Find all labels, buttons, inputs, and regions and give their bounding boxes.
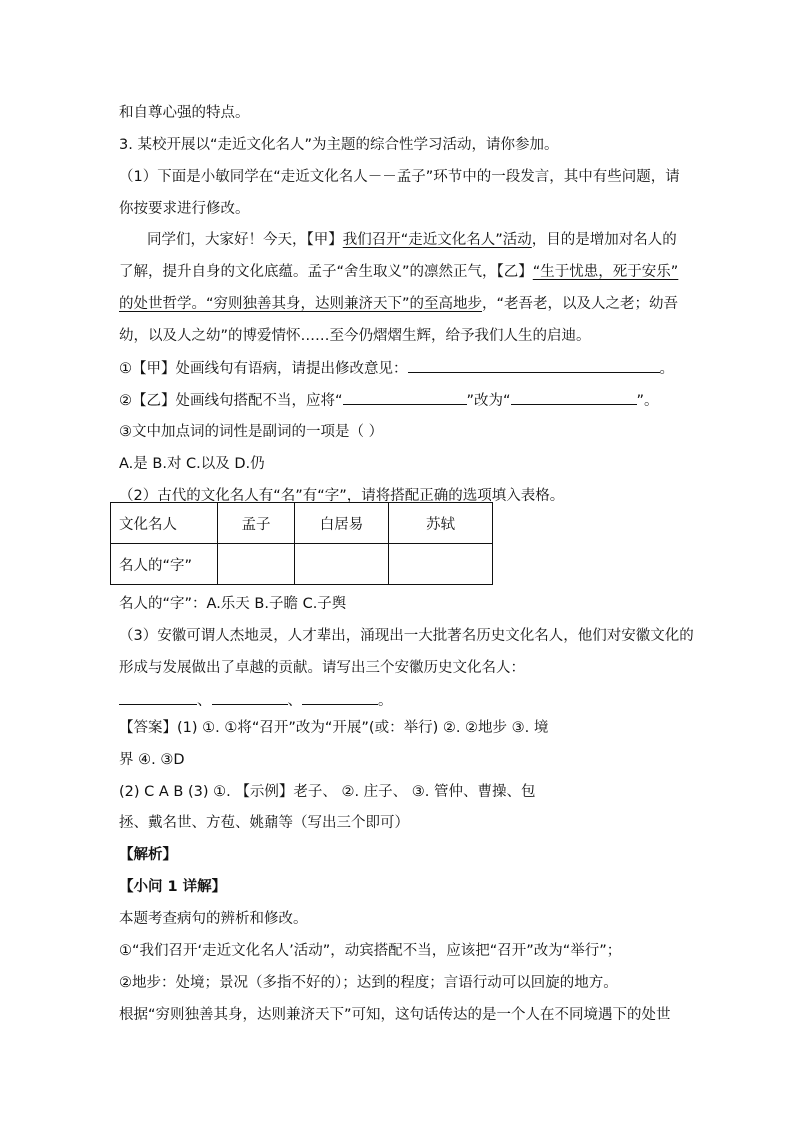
table-header-cell: 白居易 <box>295 503 389 544</box>
answer-blank[interactable] <box>302 690 378 705</box>
answer-line-2: 界 ④. ③D <box>119 752 185 768</box>
question-3: （3）安徽可谓人杰地灵，人才辈出，涌现出一大批著名历史文化名人，他们对安徽文化的 <box>119 628 694 644</box>
name-table <box>110 502 493 585</box>
underlined-sentence-yi-cont: 的处世哲学。“穷则独善其身，达则兼济天下”的至高地步 <box>119 296 483 312</box>
answer-line-4: 拯、戴名世、方苞、姚鼐等（写出三个即可） <box>119 815 409 831</box>
question-2: （2）古代的文化名人有“名”有“字”，请将搭配正确的选项填入表格。 <box>119 488 565 504</box>
table-header-cell: 文化名人 <box>111 503 218 544</box>
answer-line-3: (2) C A B (3) ①. 【示例】老子、 ②. 庄子、 ③. 管仲、曹操、包 <box>119 784 536 800</box>
punctuation: ”。 <box>636 393 659 409</box>
text-line: 和自尊心强的特点。 <box>119 105 250 121</box>
subquestion-1-intro: （1）下面是小敏同学在“走近文化名人－－孟子”环节中的一段发言，其中有些问题，请 <box>119 169 680 185</box>
punctuation: 、 <box>197 693 212 709</box>
speech-text: ，目的是增加对名人的 <box>531 232 677 248</box>
table-row <box>111 544 493 585</box>
speech-line-4: 幼，以及人之幼”的博爱情怀……至今仍熠熠生辉，给予我们人生的启迪。 <box>119 328 591 344</box>
question-1-3-options: A.是 B.对 C.以及 D.仍 <box>119 456 265 472</box>
question-2-options: 名人的“字”：A.乐天 B.子瞻 C.子舆 <box>119 596 347 612</box>
question-text: ①【甲】处画线句有语病，请提出修改意见： <box>119 361 408 377</box>
analysis-text: ①“我们召开‘走近文化名人’活动”，动宾搭配不当，应该把“召开”改为“举行”； <box>119 943 622 959</box>
analysis-heading: 【解析】 <box>119 847 177 863</box>
answer-cell[interactable] <box>218 544 295 585</box>
question-3-blanks <box>119 690 393 711</box>
punctuation: 、 <box>287 693 302 709</box>
analysis-text: 本题考查病句的辨析和修改。 <box>119 911 308 927</box>
punctuation: 。 <box>659 361 674 377</box>
question-3-title: 3. 某校开展以“走近文化名人”为主题的综合性学习活动，请你参加。 <box>119 137 559 153</box>
question-3-cont: 形成与发展做出了卓越的贡献。请写出三个安徽历史文化名人： <box>119 660 525 676</box>
subquestion-heading: 【小问 1 详解】 <box>119 879 227 895</box>
speech-text: 了解，提升自身的文化底蕴。孟子“舍生取义”的凛然正气，【乙】 <box>119 264 533 280</box>
underlined-sentence-yi: “生于忧患，死于安乐” <box>532 264 679 280</box>
speech-line-1 <box>147 230 677 250</box>
analysis-text: ②地步：处境；景况（多指不好的）；达到的程度；言语行动可以回旋的地方。 <box>119 975 618 991</box>
punctuation: 。 <box>378 693 393 709</box>
speech-line-3 <box>119 294 678 314</box>
question-1-3: ③文中加点词的词性是副词的一项是（ ） <box>119 424 384 440</box>
table-row-label: 名人的“字” <box>111 544 218 585</box>
table-row <box>111 503 493 544</box>
question-text: ②【乙】处画线句搭配不当，应将“ <box>119 393 343 409</box>
answer-blank[interactable] <box>343 390 467 405</box>
answer-blank[interactable] <box>511 390 637 405</box>
question-1-1 <box>119 358 674 379</box>
subquestion-1-intro-cont: 你按要求进行修改。 <box>119 201 250 217</box>
underlined-sentence-jia: 我们召开“走近文化名人”活动 <box>342 232 532 248</box>
answer-line-1: 【答案】(1) ①. ①将“召开”改为“开展”(或：举行) ②. ②地步 ③. 境 <box>119 720 549 736</box>
question-text: ”改为“ <box>466 393 511 409</box>
speech-line-2 <box>119 262 678 282</box>
answer-blank[interactable] <box>408 358 660 373</box>
table-header-cell: 苏轼 <box>389 503 493 544</box>
answer-blank[interactable] <box>212 690 288 705</box>
answer-blank[interactable] <box>119 690 197 705</box>
table-header-cell: 孟子 <box>218 503 295 544</box>
analysis-text: 根据“穷则独善其身，达则兼济天下”可知，这句话传达的是一个人在不同境遇下的处世 <box>119 1007 671 1023</box>
speech-text: 同学们，大家好！今天，【甲】 <box>147 232 343 248</box>
answer-cell[interactable] <box>295 544 389 585</box>
question-1-2 <box>119 390 659 411</box>
speech-text: ，“老吾老，以及人之老；幼吾 <box>482 296 679 312</box>
answer-cell[interactable] <box>389 544 493 585</box>
